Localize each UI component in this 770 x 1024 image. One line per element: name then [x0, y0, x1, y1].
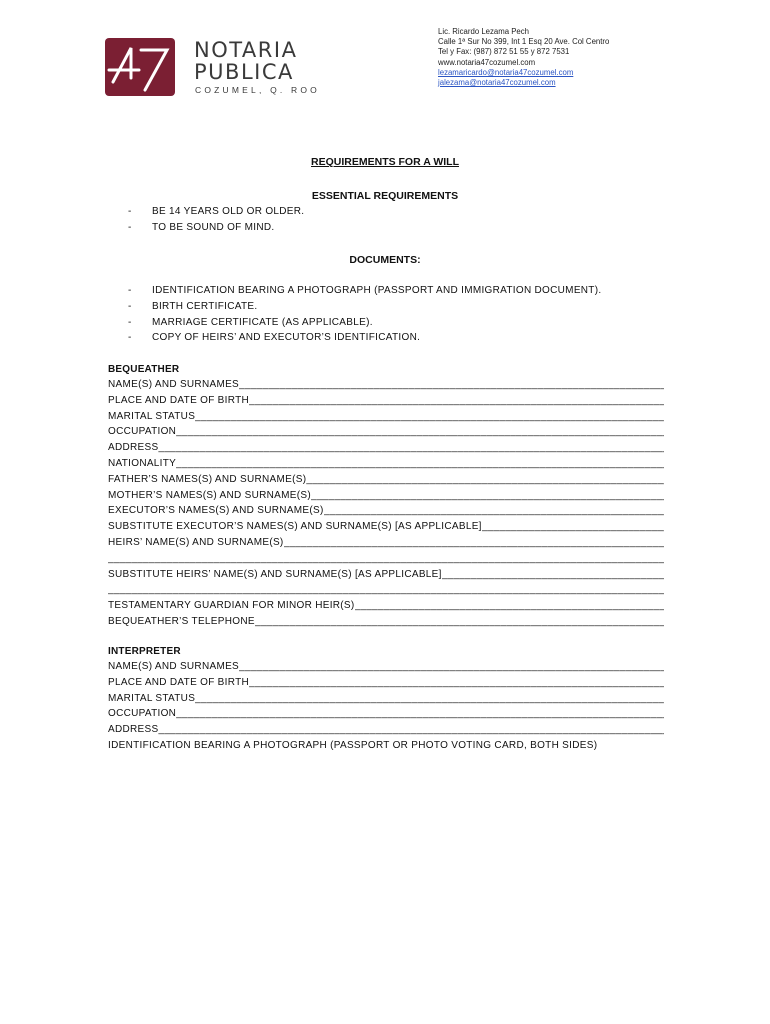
form-field-continuation[interactable] — [108, 584, 664, 600]
form-field[interactable]: NAME(S) AND SURNAMES _____ — [108, 379, 664, 395]
interpreter-id-note: IDENTIFICATION BEARING A PHOTOGRAPH (PASSPORT OR PHOTO VOTING CARD, BOTH SIDES) — [108, 739, 598, 751]
contact-block — [438, 27, 609, 88]
form-field-continuation[interactable] — [108, 553, 664, 569]
logo-text-notaria: NOTARIA — [194, 38, 298, 62]
form-field[interactable]: PLACE AND DATE OF BIRTH _____ — [108, 677, 664, 693]
bequeather-form — [108, 379, 664, 632]
logo-47-mark — [105, 38, 175, 96]
form-field[interactable]: MOTHER’S NAMES(S) AND SURNAME(S) _____ — [108, 490, 664, 506]
form-field[interactable]: MARITAL STATUS _____ — [108, 411, 664, 427]
form-field[interactable]: ADDRESS _____ — [108, 724, 664, 740]
essential-requirements-list — [128, 206, 304, 238]
contact-website: www.notaria47cozumel.com — [438, 57, 536, 67]
interpreter-form — [108, 661, 664, 756]
form-field[interactable]: PLACE AND DATE OF BIRTH _____ — [108, 395, 664, 411]
form-field[interactable]: SUBSTITUTE HEIRS’ NAME(S) AND SURNAME(S) [AS APPLICABLE] _____ — [108, 569, 664, 585]
form-field[interactable]: SUBSTITUTE EXECUTOR’S NAMES(S) AND SURNAME(S) [AS APPLICABLE] _____ — [108, 521, 664, 537]
form-field[interactable]: ADDRESS _____ — [108, 442, 664, 458]
form-field[interactable]: MARITAL STATUS _____ — [108, 693, 664, 709]
form-field[interactable]: FATHER’S NAMES(S) AND SURNAME(S) _____ — [108, 474, 664, 490]
form-field[interactable]: NATIONALITY _____ — [108, 458, 664, 474]
form-field[interactable]: TESTAMENTARY GUARDIAN FOR MINOR HEIR(S) _____ — [108, 600, 664, 616]
essential-requirements-heading: ESSENTIAL REQUIREMENTS — [311, 190, 459, 202]
contact-address: Calle 1ª Sur No 399, Int 1 Esq 20 Ave. Col Centro — [438, 37, 610, 47]
logo-text-publica: PUBLICA — [194, 60, 294, 84]
logo-47-badge — [105, 38, 175, 96]
list-item: - BIRTH CERTIFICATE. — [128, 300, 258, 312]
list-item: - IDENTIFICATION BEARING A PHOTOGRAPH (PASSPORT AND IMMIGRATION DOCUMENT). — [128, 285, 602, 296]
email-link-2[interactable]: jalezama@notaria47cozumel.com — [438, 78, 556, 88]
documents-list — [128, 285, 601, 348]
email-link-1[interactable]: lezamaricardo@notaria47cozumel.com — [438, 67, 574, 77]
list-item: - TO BE SOUND OF MIND. — [128, 221, 275, 233]
document-title: REQUIREMENTS FOR A WILL — [311, 156, 459, 168]
notaria-logo — [105, 38, 335, 100]
interpreter-heading: INTERPRETER — [108, 646, 181, 657]
logo-text-location: COZUMEL, Q. ROO — [195, 85, 320, 95]
list-item: - BE 14 YEARS OLD OR OLDER. — [128, 206, 305, 217]
form-field[interactable]: HEIRS’ NAME(S) AND SURNAME(S) _____ — [108, 537, 664, 553]
documents-heading: DOCUMENTS: — [349, 254, 421, 266]
form-field[interactable]: EXECUTOR’S NAMES(S) AND SURNAME(S) _____ — [108, 505, 664, 521]
form-field[interactable]: OCCUPATION _____ — [108, 708, 664, 724]
form-field[interactable]: BEQUEATHER’S TELEPHONE _____ — [108, 616, 664, 632]
list-item: - MARRIAGE CERTIFICATE (AS APPLICABLE). — [128, 316, 373, 328]
bequeather-heading: BEQUEATHER — [108, 364, 180, 375]
contact-phone: Tel y Fax: (987) 872 51 55 y 872 7531 — [438, 47, 570, 57]
form-field[interactable]: OCCUPATION _____ — [108, 426, 664, 442]
form-field[interactable]: NAME(S) AND SURNAMES _____ — [108, 661, 664, 677]
contact-name: Lic. Ricardo Lezama Pech — [438, 27, 530, 36]
list-item: - COPY OF HEIRS’ AND EXECUTOR’S IDENTIFICATION. — [128, 332, 421, 344]
